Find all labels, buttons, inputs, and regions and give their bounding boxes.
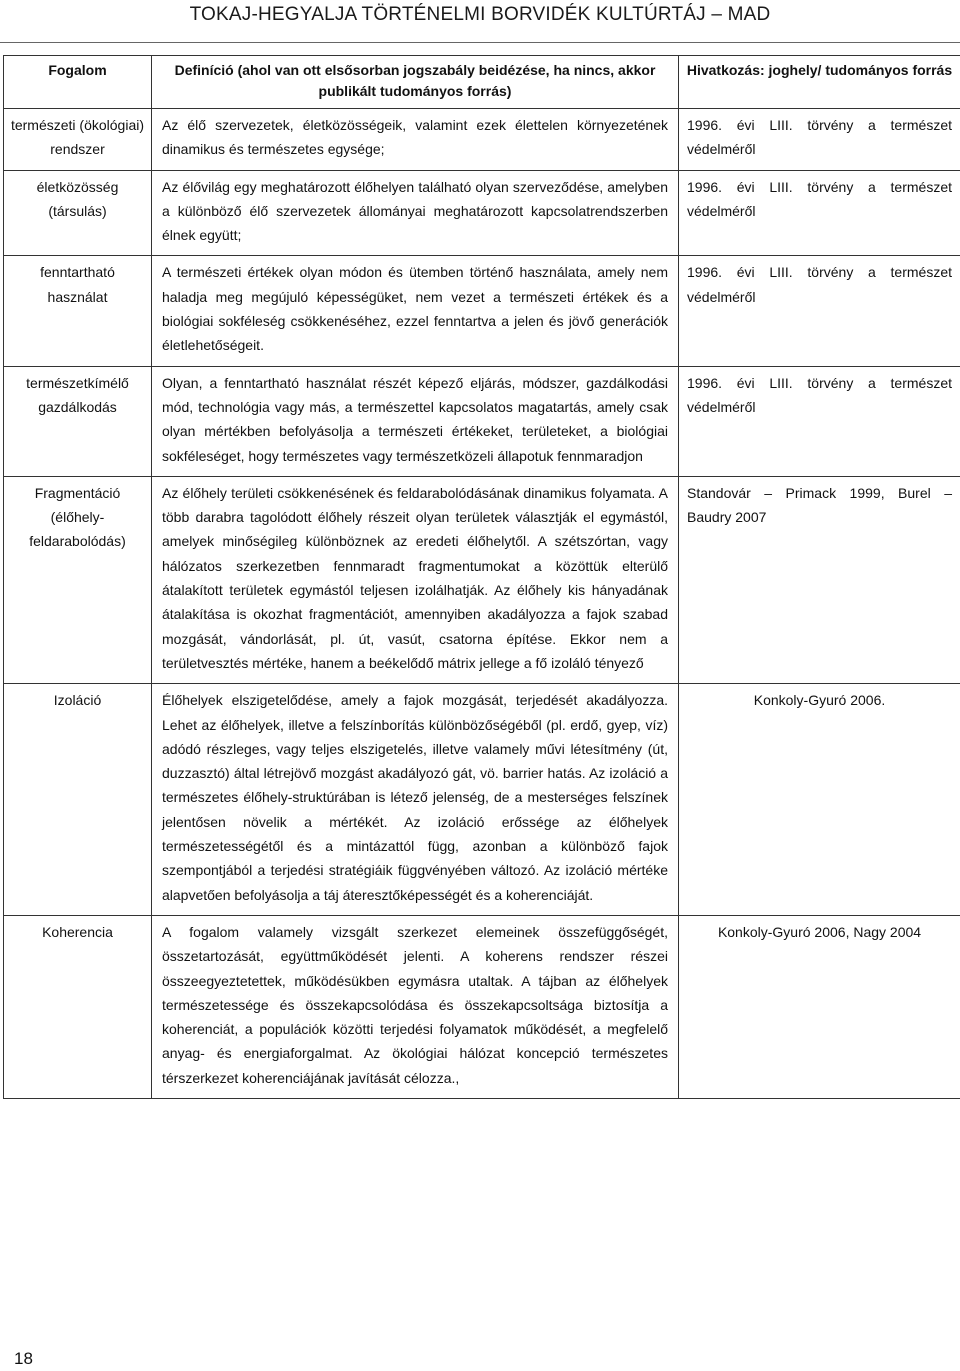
reference-cell: Standovár – Primack 1999, Burel – Baudry 2007	[679, 476, 960, 683]
table-row	[4, 366, 960, 476]
term-cell: életközösség (társulás)	[4, 170, 152, 256]
page-header-title: TOKAJ-HEGYALJA TÖRTÉNELMI BORVIDÉK KULTÚRTÁJ – MAD	[189, 4, 771, 25]
definition-cell: Az élővilág egy meghatározott élőhelyen található olyan szerveződése, amelyben a különböző élő szervezetek állományai meghatározott kapcsolatrendszerben élnek együtt;	[152, 170, 679, 256]
column-header-reference: Hivatkozás: joghely/ tudományos forrás	[679, 56, 960, 109]
column-header-term: Fogalom	[4, 56, 152, 109]
definition-cell: Olyan, a fenntartható használat részét képező eljárás, módszer, gazdálkodási mód, technológia vagy más, a természettel kapcsolatos magatartás, amely csak olyan mértékben befolyásolja a természeti értékeket, területeket, a biológiai sokféleséget, hogy természetes vagy természetközeli állapotuk fennmaradjon	[152, 366, 679, 476]
column-header-definition: Definíció (ahol van ott elsősorban jogszabály beidézése, ha nincs, akkor publikált tudományos forrás)	[152, 56, 679, 109]
definition-cell: Az élő szervezetek, életközösségeik, valamint ezek élettelen környezetének dinamikus és természetes egysége;	[152, 109, 679, 171]
table-row	[4, 915, 960, 1098]
reference-cell: Konkoly-Gyuró 2006.	[679, 684, 960, 916]
page-number: 18	[14, 1349, 33, 1368]
term-cell: Fragmentáció (élőhely-feldarabolódás)	[4, 476, 152, 683]
definition-cell: Élőhelyek elszigetelődése, amely a fajok mozgását, terjedését akadályozza. Lehet az élőhelyek, illetve a felszínborítás különbözőségéből (pl. erdő, gyep, víz) adódó részleges, vagy teljes elszigetelés, illetve valamely művi létesítmény (út, duzzasztó) által létrejövő mozgást akadályozó gát, vö. barrier hatás. Az izoláció a természetes élőhely-struktúrában is létező jelenség, de a mesterséges felszínek jelentősen növelik a mértékét. Az izoláció erőssége az élőhelyek természetességétől és a mintázattól függ, azonban a különböző fajok szempontjából a terjedési stratégiáik függvényében változó. Az izoláció mértéke alapvetően befolyásolja a táj áteresztőképességét és a koherenciáját.	[152, 684, 679, 916]
table-row	[4, 684, 960, 916]
definition-cell: Az élőhely területi csökkenésének és feldarabolódásának dinamikus folyamata. A több darabra tagolódott élőhely részeit olyan területek választják el egymástól, amelyek minőségileg különböznek az eredeti élőhelytől. A szétszórtan, vagy hálózatos szerkezetben fennmaradt fragmentumokat a közöttük elterülő átalakított területek egymástól teljesen izolálhatják. Az élőhely kis hányadának átalakítása is okozhat fragmentációt, amennyiben akadályozza a fajok szabad mozgását, vándorlását, pl. út, vasút, csatorna építése. Ekkor nem a területvesztés mértéke, hanem a beékelődő mátrix jellege a fő izoláló tényező	[152, 476, 679, 683]
reference-cell: 1996. évi LIII. törvény a természet védelméről	[679, 109, 960, 171]
reference-cell: Konkoly-Gyuró 2006, Nagy 2004	[679, 915, 960, 1098]
term-cell: természeti (ökológiai) rendszer	[4, 109, 152, 171]
table-row	[4, 476, 960, 683]
term-cell: Izoláció	[4, 684, 152, 916]
reference-cell: 1996. évi LIII. törvény a természet védelméről	[679, 170, 960, 256]
term-cell: Koherencia	[4, 915, 152, 1098]
term-cell: természetkímélő gazdálkodás	[4, 366, 152, 476]
table-row	[4, 109, 960, 171]
header-divider	[0, 42, 960, 43]
reference-cell: 1996. évi LIII. törvény a természet védelméről	[679, 256, 960, 366]
definition-cell: A fogalom valamely vizsgált szerkezet elemeinek összefüggőségét, összetartozását, együttműködését jelenti. A koherens rendszer részei összeegyeztetettek, működésükben egymásra utaltak. A tájban az élőhelyek természetessége és összekapcsolódása és összekapcsoltsága biztosítja a koherenciát, a populációk közötti terjedési folyamatok működését, a megfelelő anyag- és energiaforgalmat. Az ökológiai hálózat koncepció természetes térszerkezet koherenciájának javítását célozza.,	[152, 915, 679, 1098]
table-row	[4, 170, 960, 256]
table-header-row	[4, 56, 960, 109]
term-cell: fenntartható használat	[4, 256, 152, 366]
definition-cell: A természeti értékek olyan módon és ütemben történő használata, amely nem haladja meg megújuló képességüket, nem vezet a természeti értékek és a biológiai sokféleség csökkenéséhez, ezzel fenntartva a jelen és jövő generációk életlehetőségeit.	[152, 256, 679, 366]
glossary-table	[3, 55, 960, 1099]
reference-cell: 1996. évi LIII. törvény a természet védelméről	[679, 366, 960, 476]
table-row	[4, 256, 960, 366]
